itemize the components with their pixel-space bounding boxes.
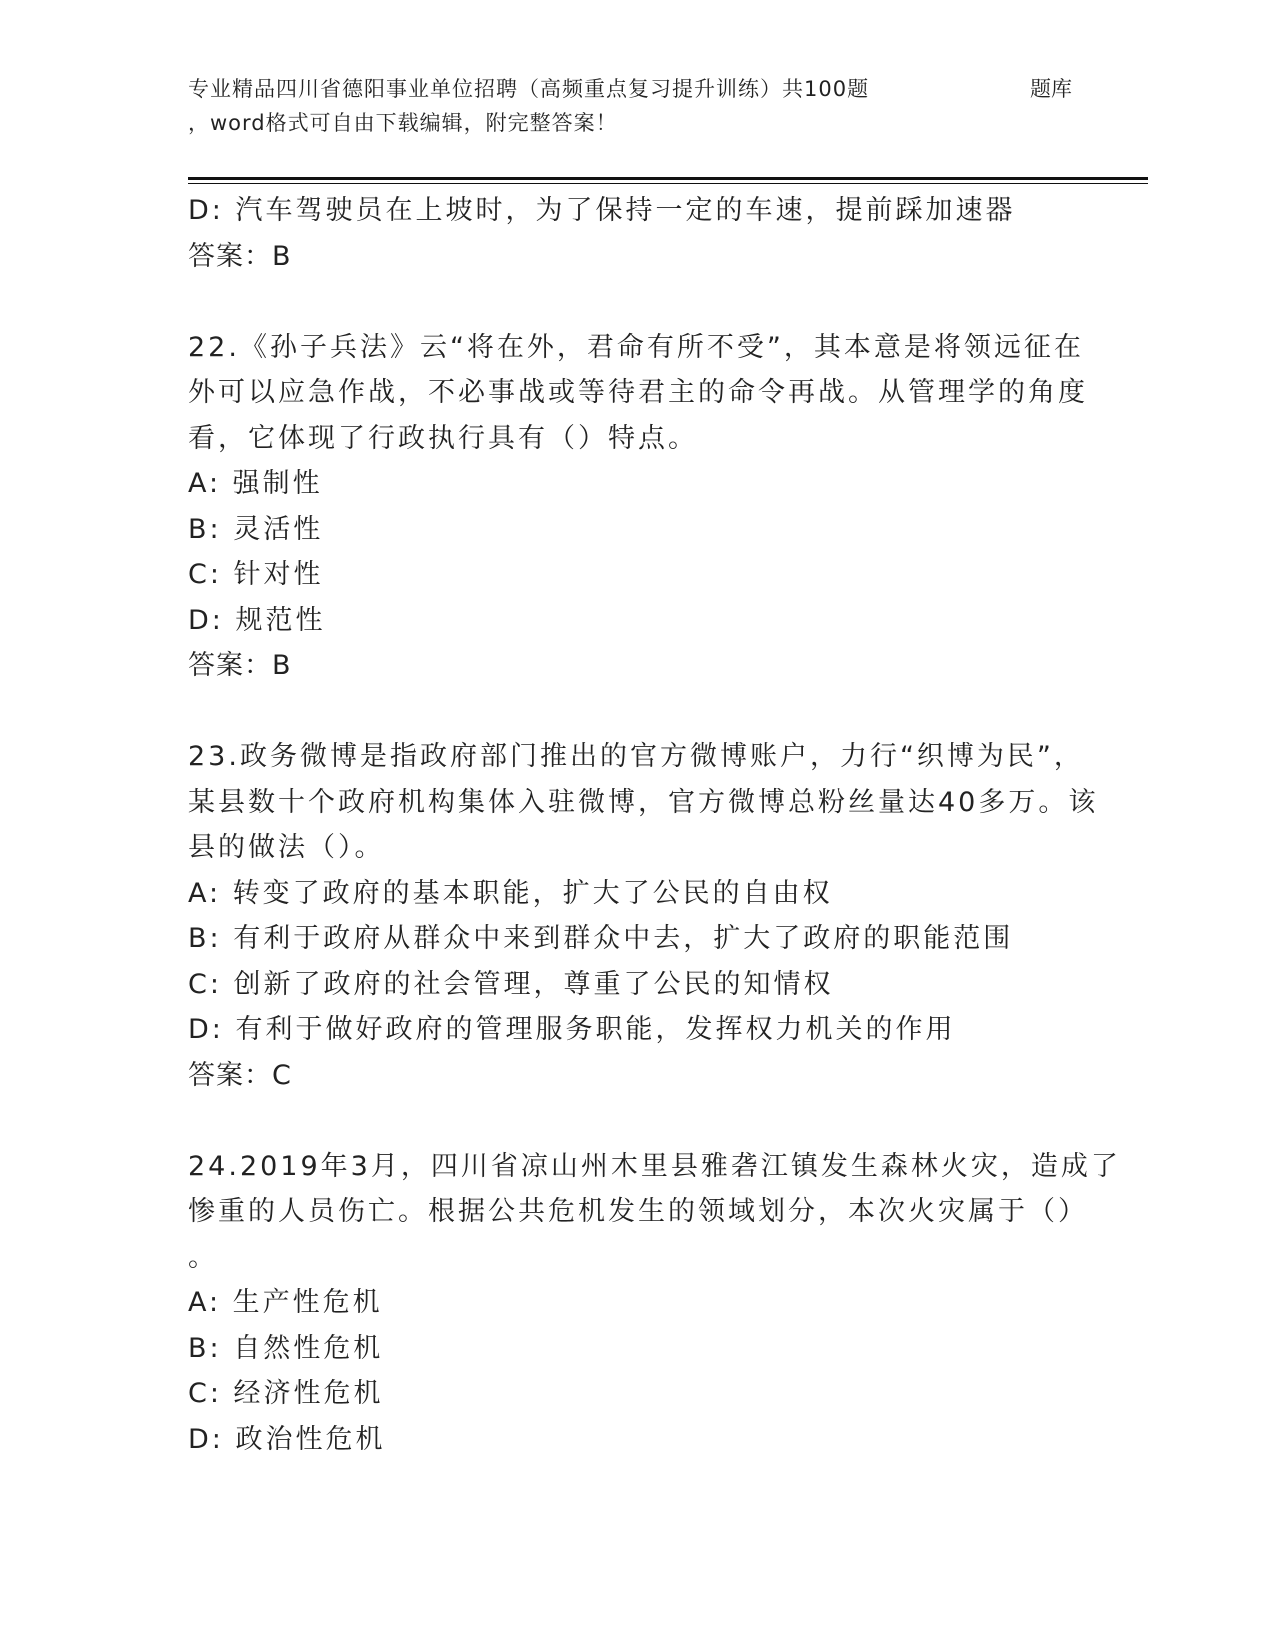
option-d: D: 有利于做好政府的管理服务职能，发挥权力机关的作用 [188, 1014, 956, 1045]
question-text-line: 惨重的人员伤亡。根据公共危机发生的领域划分，本次火灾属于（） [188, 1196, 1088, 1227]
question-text-line: 某县数十个政府机构集体入驻微博，官方微博总粉丝量达40多万。该 [188, 786, 1099, 818]
question-text-line: 外可以应急作战，不必事战或等待君主的命令再战。从管理学的角度 [188, 377, 1088, 408]
header-rule-thin [188, 183, 1148, 184]
question-text-line: 县的做法（）。 [188, 832, 385, 863]
question-text-line: 23.政务微博是指政府部门推出的官方微博账户，力行“织博为民”， [188, 741, 1084, 772]
option-a: A: 生产性危机 [188, 1287, 383, 1318]
question-text-line: 看，它体现了行政执行具有（）特点。 [188, 422, 698, 454]
header-title-line1: 专业精品四川省德阳事业单位招聘（高频重点复习提升训练）共100题 [188, 77, 870, 101]
question-block-22 [188, 325, 1088, 689]
answer-line: 答案：B [188, 650, 292, 681]
answer-line: 答案：B [188, 240, 292, 272]
option-c: C: 经济性危机 [188, 1378, 384, 1409]
question-text-line: 22.《孙子兵法》云“将在外，君命有所不受”，其本意是将领远征在 [188, 331, 1084, 363]
option-d: D: 政治性危机 [188, 1423, 386, 1455]
question-text-line: 。 [188, 1241, 218, 1273]
header-rule-thick [188, 177, 1148, 180]
option-d: D: 规范性 [188, 604, 326, 636]
question-content [188, 188, 1121, 1462]
option-b: B: 自然性危机 [188, 1332, 384, 1364]
question-text-line: 24.2019年3月，四川省凉山州木里县雅砻江镇发生森林火灾，造成了 [188, 1150, 1121, 1182]
question-block-21 [188, 188, 1088, 279]
question-block-24 [188, 1144, 1121, 1463]
option-c: C: 针对性 [188, 559, 324, 590]
option-b: B: 有利于政府从群众中来到群众中去，扩大了政府的职能范围 [188, 923, 1014, 954]
spacer [188, 689, 1088, 735]
question-block-23 [188, 734, 1099, 1098]
page-header [188, 72, 1148, 142]
option-d: D: 汽车驾驶员在上坡时，为了保持一定的车速，提前踩加速器 [188, 195, 1016, 226]
option-a: A: 强制性 [188, 468, 323, 499]
answer-line: 答案：C [188, 1059, 292, 1091]
header-title-line2: ，word格式可自由下载编辑，附完整答案！ [188, 111, 618, 135]
option-b: B: 灵活性 [188, 513, 324, 545]
spacer [188, 1098, 1088, 1144]
option-a: A: 转变了政府的基本职能，扩大了公民的自由权 [188, 877, 833, 909]
option-c: C: 创新了政府的社会管理，尊重了公民的知情权 [188, 968, 834, 1000]
spacer [188, 279, 1088, 325]
header-tag: 题库 [1030, 77, 1072, 101]
